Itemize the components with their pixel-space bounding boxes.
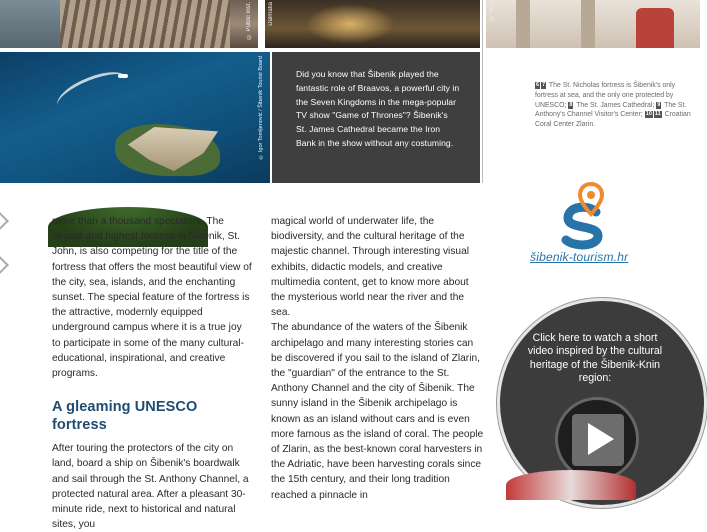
play-button[interactable] <box>555 397 639 481</box>
caption-badge: 6 <box>536 82 540 88</box>
paragraph: The abundance of the waters of the Šibenik archipelago and many interesting stories can be discovered if you sail to the island of Zlarin, the "guardian" of the entrance to the St. Anthony Channel and the city of Šibenik. The sunny island in the Šibenik archipelago is known as an island without cars and is even more famous as the island of coral. The people of Zlarin, as the best-known coral harvesters in the Adriatic, have been harvesting corals since the 15th century, and their long tradition reached a pinnacle in <box>271 322 484 501</box>
location-pin-icon <box>578 182 604 216</box>
red-display <box>636 8 674 48</box>
boat-wake <box>52 64 133 120</box>
info-box <box>272 52 480 183</box>
tourism-website-link[interactable]: šibenik-tourism.hr <box>530 250 629 264</box>
photo-credit: © Fr... <box>489 2 495 20</box>
fortress-aerial-photo <box>0 52 270 183</box>
caption-badge: 10 <box>645 111 652 118</box>
night-city-photo <box>265 0 480 48</box>
caption-text: The St. Nicholas fortress is Šibenik's only fortress at sea, and the only one protected by UNESCO; <box>535 82 676 109</box>
light-glow <box>305 4 395 44</box>
column-divider <box>482 0 483 183</box>
caption-badge: 11 <box>654 111 661 118</box>
section-heading: A gleaming UNESCO fortress <box>52 399 198 434</box>
photo-caption <box>535 81 695 130</box>
play-icon <box>588 423 614 455</box>
boat <box>118 74 128 78</box>
caption-badge: 9 <box>657 101 661 108</box>
pillar <box>581 0 595 48</box>
caption-badge: 8 <box>569 101 573 108</box>
photo-credit: © Igor Tomljenović / Šibenik Tourist Board <box>258 56 264 160</box>
pillar <box>516 0 530 48</box>
photo-credit: © Public Inst. <box>246 2 252 40</box>
bridge-photo <box>0 0 258 48</box>
visitor-center-photo <box>486 0 700 48</box>
caption-text: Croatian Coral Center Zlarin. <box>535 111 691 129</box>
paragraph: more than a thousand spectators. The largest and highest fortress in Šibenik, St. John, is also competing for the title of the fortress that offers the most beautiful view of the city, sea, islands, and the enchanting sunset. The special feature of the fortress is the attractive, modernly equipped underground campus where it is a true joy to participate in some of the many cultural-educational, inspirational, and creative programs. <box>52 216 252 380</box>
article-column-2 <box>271 214 485 503</box>
coral-photo <box>506 470 636 500</box>
caption-badge: 7 <box>542 82 546 88</box>
article-column-1 <box>52 214 252 532</box>
boardwalk-rail <box>60 0 230 48</box>
video-promo-text: Click here to watch a short video inspired by the cultural heritage of the Šibenik-Knin region: <box>527 332 663 384</box>
info-box-text: Did you know that Šibenik played the fantastic role of Braavos, a powerful city in the Seven Kingdoms in the mega-popular TV show "Game of Thrones"? Šibenik's St. James Cathedral became the Iron Bank in the show without any costuming. <box>296 69 460 148</box>
chevron-right-icon[interactable] <box>0 255 9 275</box>
caption-text: The St. Anthony's Channel Visitor's Center; <box>535 101 687 119</box>
paragraph: After touring the protectors of the city on land, board a ship on Šibenik's boardwalk and sail through the St. Anthony Channel, a protected natural area. After a pleasant 30-minute ride, next to historical and natural sites, you <box>52 443 249 531</box>
caption-text: The St. James Cathedral; <box>576 101 655 109</box>
photo-credit: Dalmatia <box>268 2 274 26</box>
chevron-right-icon[interactable] <box>0 211 9 231</box>
paragraph: magical world of underwater life, the biodiversity, and the cultural heritage of the majestic channel. Through interesting visual exhibits, didactic models, and creative multimedia content, get to know more about the mysterious world near the river and the sea. <box>271 216 470 319</box>
